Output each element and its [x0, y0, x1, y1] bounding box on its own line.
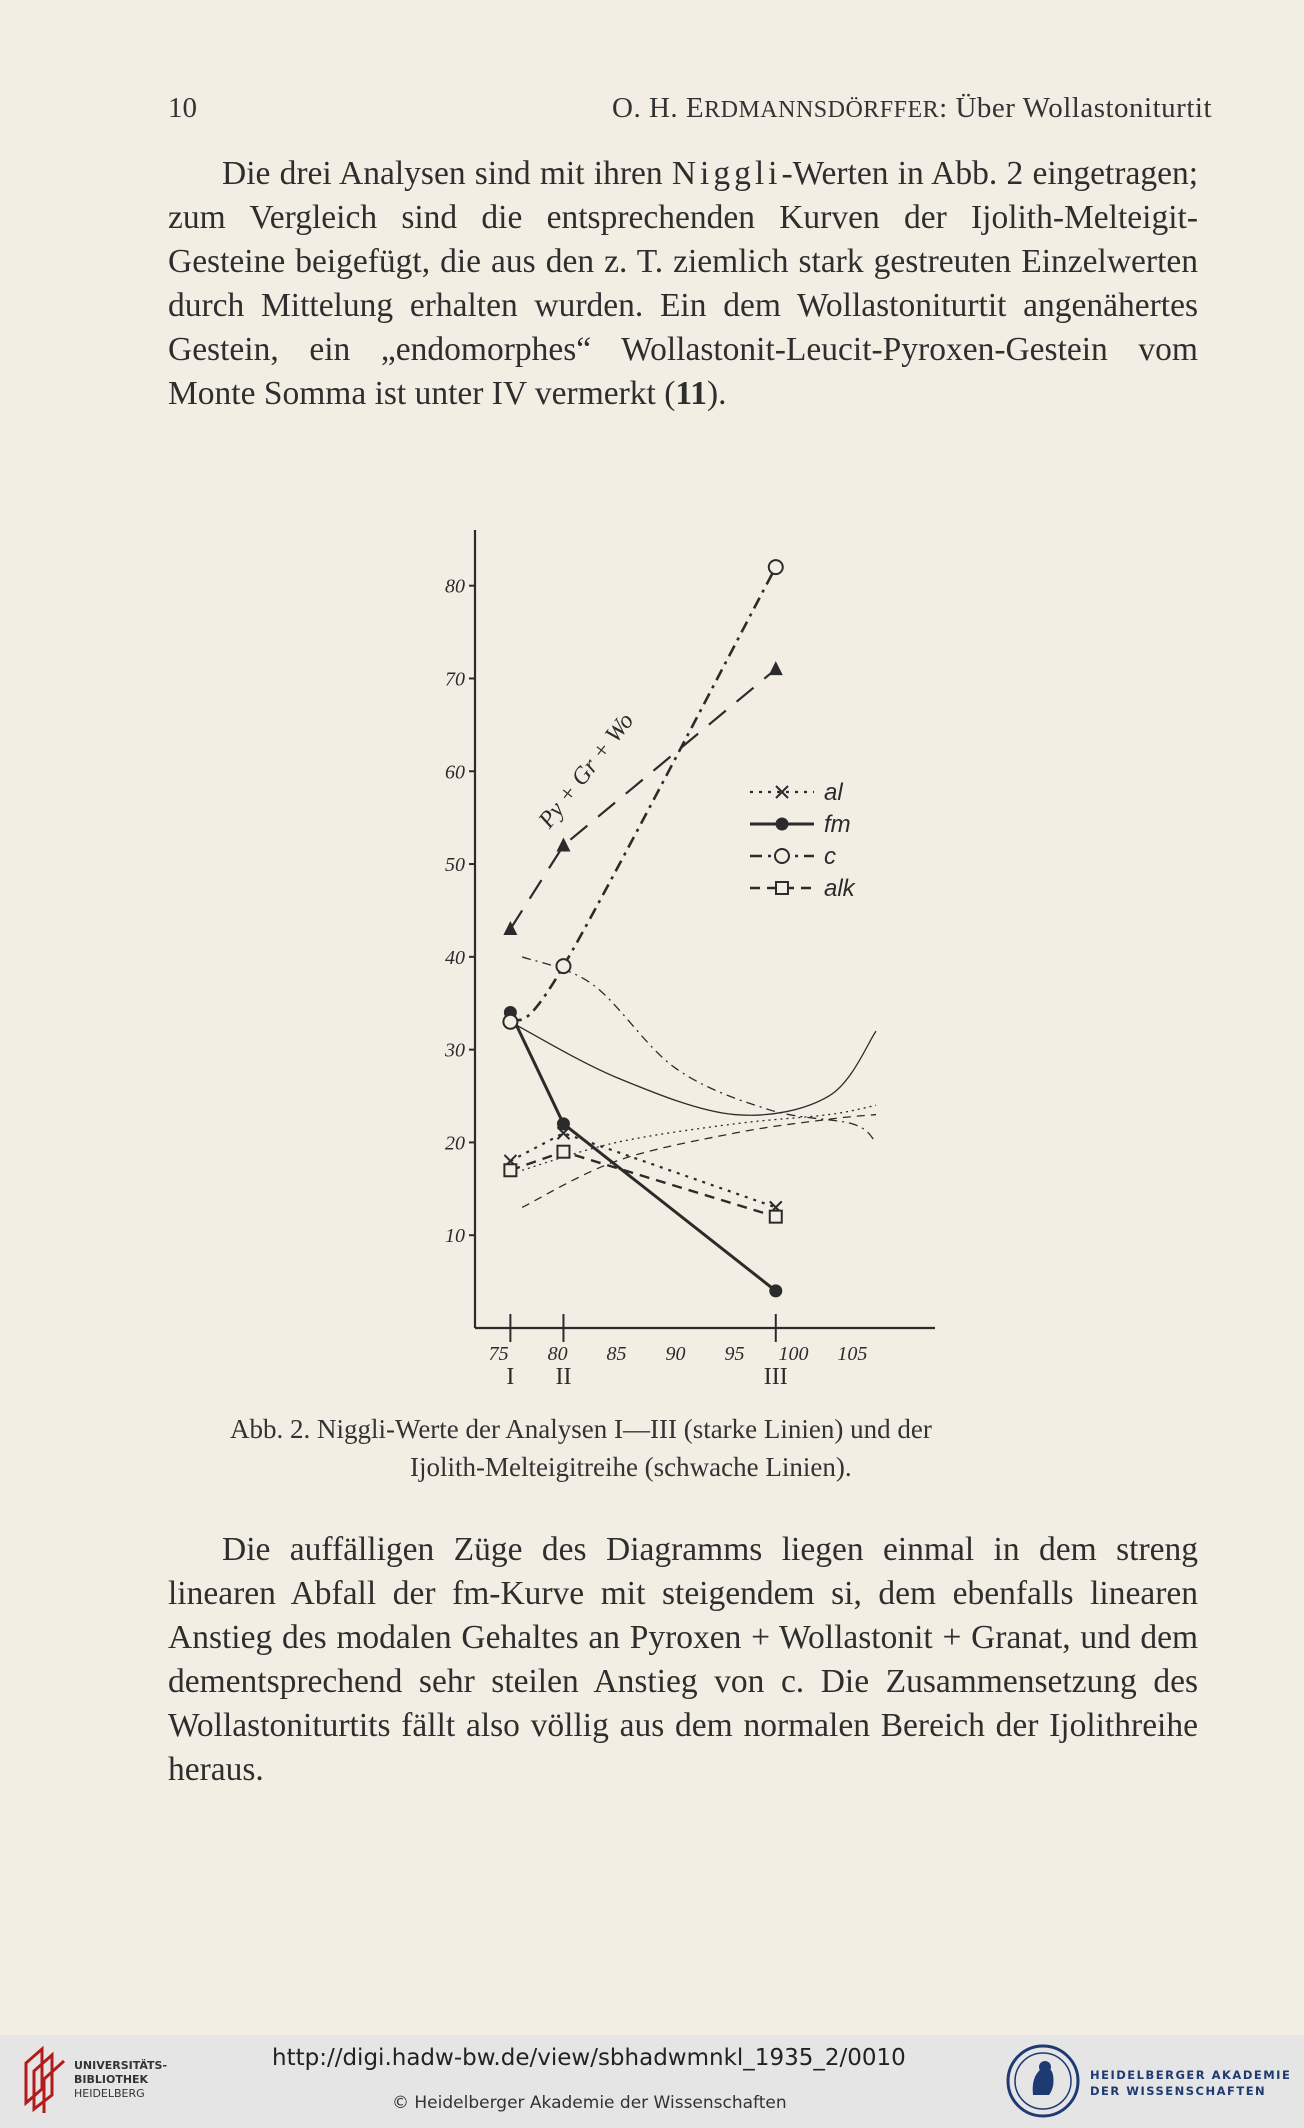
paragraph-2: Die auffälligen Züge des Diagramms liegen einmal in dem streng linearen Abfall der fm-Kurve mit steigendem si, dem ebenfalls linearen Anstieg des modalen Gehaltes an Pyroxen + Wollastonit + Granat, und dem dementsprechend sehr steilen Anstieg von c. Die Zusammensetzung des Wollastoniturtits fällt also völlig aus dem normalen Bereich der Ijolithreihe heraus. — [168, 1531, 1198, 1788]
library-name-line-3: HEIDELBERG — [74, 2087, 145, 2100]
running-head-author: O. H. E — [612, 92, 705, 124]
academy-name-line-2: DER WISSENSCHAFTEN — [1090, 2084, 1267, 2098]
paragraph-1-niggli: Niggli — [671, 155, 782, 192]
page-number: 10 — [168, 92, 197, 124]
running-head-author-smallcaps: RDMANNSDÖRFFER — [704, 97, 940, 123]
academy-name-line-1: HEIDELBERGER AKADEMIE — [1090, 2068, 1292, 2082]
y-tick-label: 30 — [445, 1039, 465, 1062]
data-point-alk — [557, 1146, 569, 1158]
data-point-c — [769, 560, 783, 574]
data-point-alk — [770, 1211, 782, 1223]
y-tick-label: 20 — [445, 1132, 465, 1155]
strong-series-c — [510, 567, 775, 1022]
legend-label-al: al — [824, 779, 843, 806]
legend-marker-alk — [776, 882, 788, 894]
x-tick-label: 80 — [547, 1343, 568, 1365]
legend-marker-c — [775, 849, 789, 863]
data-point-fm — [769, 1284, 782, 1297]
strong-series-fm — [510, 1013, 775, 1291]
running-head-title: : Über Wollastoniturtit — [939, 92, 1212, 124]
figure-caption — [230, 1410, 1130, 1486]
y-tick-label: 50 — [445, 854, 465, 877]
y-tick-label: 40 — [445, 946, 465, 969]
paragraph-1-text-b: -Werten in Abb. 2 eingetragen; zum Vergleich sind die entsprechenden Kurven der Ijolith-Melteigit-Gesteine beigefügt, die aus den z. T. ziemlich stark gestreuten Einzelwerten durch Mittelung erhalten wurden. Ein dem Wollastoniturtit angenähertes Gestein, ein „endomorphes“ Wollastonit-Leucit-Pyroxen-Gestein vom Monte Somma ist unter IV vermerkt ( — [168, 155, 1198, 412]
y-tick-label: 60 — [445, 761, 465, 784]
roman-label: II — [555, 1364, 572, 1390]
data-point-alk — [504, 1164, 516, 1176]
strong-series-group — [503, 560, 782, 1297]
footer-bar — [0, 2035, 1304, 2128]
x-tick-label: 100 — [778, 1343, 809, 1365]
paragraph-1 — [168, 152, 1198, 416]
strong-series-al — [510, 1133, 775, 1207]
x-tick-label: 95 — [724, 1343, 745, 1365]
legend-label-alk: alk — [824, 875, 855, 902]
y-tick-label: 80 — [445, 575, 465, 598]
x-tick-label: 90 — [665, 1343, 686, 1365]
academy-seal-icon — [1005, 2043, 1081, 2119]
roman-label: III — [763, 1364, 788, 1390]
running-header — [168, 88, 1212, 132]
weak-series-c — [522, 957, 876, 1143]
weak-series-group — [510, 957, 876, 1208]
y-tick-label: 70 — [445, 668, 465, 691]
library-name-line-2: BIBLIOTHEK — [74, 2073, 149, 2086]
paragraph-1-text-a: Die drei Analysen sind mit ihren — [222, 155, 672, 192]
library-name-line-1: UNIVERSITÄTS- — [74, 2059, 168, 2072]
data-point-fm — [557, 1117, 570, 1130]
data-point-c — [503, 1015, 517, 1029]
library-logo-icon — [18, 2043, 70, 2115]
x-tick-label: 75 — [488, 1343, 509, 1365]
legend-label-c: c — [824, 843, 836, 870]
weak-series-alk — [522, 1115, 876, 1208]
niggli-diagram — [430, 520, 950, 1400]
copyright-notice: © Heidelberger Akademie der Wissenschaften — [392, 2093, 787, 2113]
chart-axes — [469, 530, 935, 1342]
data-point-pygrwo — [556, 837, 570, 851]
weak-series-fm — [510, 1022, 876, 1115]
academy-name — [1090, 2067, 1291, 2099]
x-tick-label: 105 — [837, 1343, 868, 1365]
library-name — [74, 2059, 167, 2101]
chart-svg — [430, 520, 950, 1400]
chart-tick-labels — [444, 576, 867, 1390]
data-point-pygrwo — [769, 661, 783, 675]
running-head — [612, 92, 1212, 125]
paragraph-1-text-c: ). — [707, 375, 727, 412]
x-tick-label: 85 — [606, 1343, 627, 1365]
chart-legend — [750, 779, 857, 902]
legend-marker-fm — [776, 818, 789, 831]
y-tick-label: 10 — [445, 1225, 465, 1248]
curve-annotation: Py + Gr + Wo — [533, 708, 640, 834]
caption-line-2: Ijolith-Melteigitreihe (schwache Linien). — [410, 1452, 852, 1482]
legend-label-fm: fm — [824, 811, 851, 838]
permalink-url[interactable]: http://digi.hadw-bw.de/view/sbhadwmnkl_1935_2/0010 — [272, 2045, 906, 2071]
caption-line-1: Abb. 2. Niggli-Werte der Analysen I—III (starke Linien) und der — [230, 1414, 932, 1444]
reference-number: 11 — [675, 375, 708, 412]
data-point-c — [556, 959, 570, 973]
roman-label: I — [506, 1364, 515, 1390]
